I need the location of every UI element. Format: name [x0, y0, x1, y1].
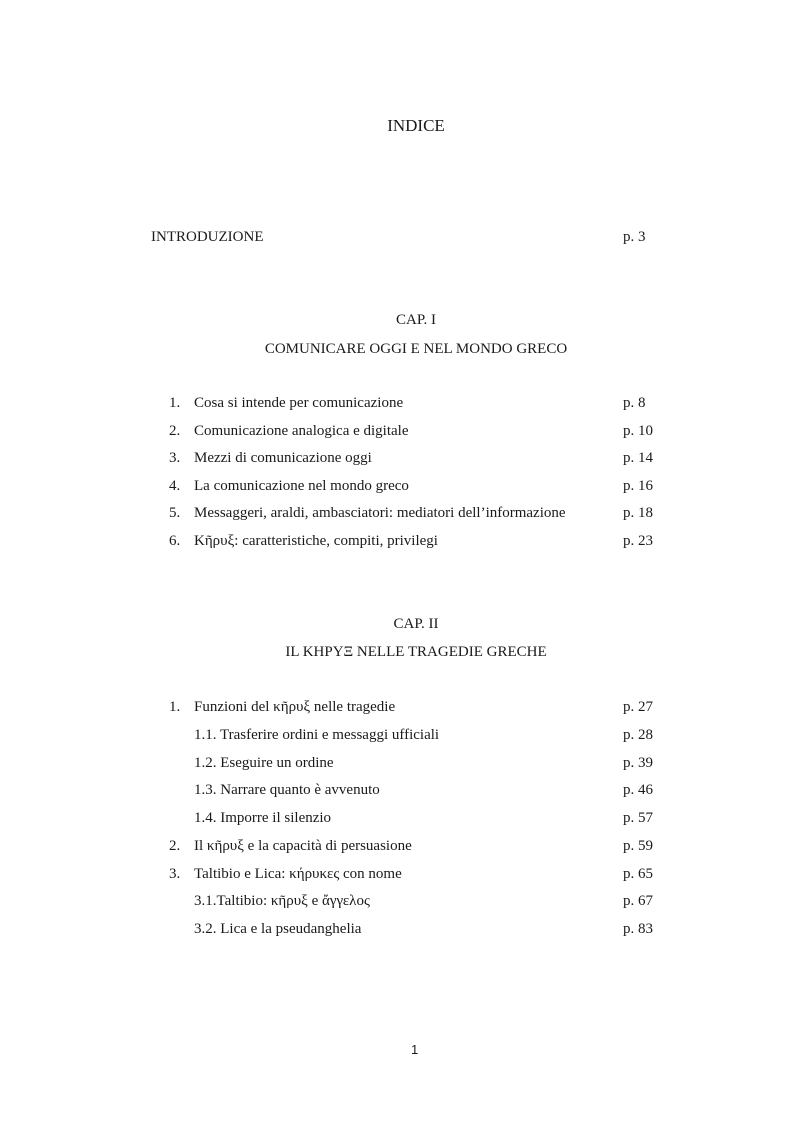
- toc-entry-text: 1.4. Imporre il silenzio: [194, 810, 332, 826]
- toc-subentry[interactable]: [0, 921, 794, 941]
- toc-entry[interactable]: [0, 450, 794, 470]
- toc-subentry[interactable]: [0, 755, 794, 775]
- toc-subentry[interactable]: [0, 810, 794, 830]
- toc-entry-text: 1.3. Narrare quanto è avvenuto: [194, 782, 380, 798]
- toc-entry-page: p. 27: [623, 699, 653, 715]
- toc-entry-number: 2.: [169, 838, 181, 854]
- toc-entry-number: 1.: [169, 699, 181, 715]
- toc-entry-page: p. 46: [623, 782, 653, 798]
- toc-entry-text: Comunicazione analogica e digitale: [194, 423, 409, 439]
- toc-entry-number: 3.: [169, 866, 181, 882]
- toc-entry[interactable]: [0, 478, 794, 498]
- toc-entry[interactable]: [0, 423, 794, 443]
- chapter-1-label: CAP. I: [395, 312, 436, 328]
- toc-entry-text: Taltibio e Lica: κήρυκες con nome: [194, 866, 402, 882]
- toc-subentry[interactable]: [0, 782, 794, 802]
- toc-entry-text: 1.1. Trasferire ordini e messaggi ufficiali: [194, 727, 440, 743]
- toc-subentry[interactable]: [0, 727, 794, 747]
- toc-entry-page: p. 67: [623, 893, 653, 909]
- chapter-2-title: IL ΚΗΡΥΞ NELLE TRAGEDIE GRECHE: [285, 644, 547, 660]
- toc-entry-page: p. 23: [623, 533, 653, 549]
- toc-subentry[interactable]: [0, 893, 794, 913]
- toc-entry-text: Cosa si intende per comunicazione: [194, 395, 404, 411]
- toc-entry-text: 3.2. Lica e la pseudanghelia: [194, 921, 362, 937]
- toc-entry-page: p. 65: [623, 866, 653, 882]
- toc-entry[interactable]: [0, 395, 794, 415]
- toc-entry-page: p. 16: [623, 478, 653, 494]
- toc-entry-text: Κῆρυξ: caratteristiche, compiti, privilegi: [194, 533, 438, 549]
- toc-entry-text: 3.1.Taltibio: κῆρυξ e ἄγγελος: [194, 893, 370, 909]
- toc-entry-page: p. 57: [623, 810, 653, 826]
- toc-entry[interactable]: [0, 505, 794, 525]
- toc-entry-number: 4.: [169, 478, 181, 494]
- intro-page: p. 3: [623, 229, 646, 245]
- toc-entry-text: Funzioni del κῆρυξ nelle tragedie: [194, 699, 396, 715]
- toc-entry-text: Messaggeri, araldi, ambasciatori: mediatori dell’informazione: [194, 505, 566, 521]
- toc-entry-page: p. 14: [623, 450, 653, 466]
- toc-entry-page: p. 83: [623, 921, 653, 937]
- toc-entry-text: 1.2. Eseguire un ordine: [194, 755, 334, 771]
- intro-entry[interactable]: [0, 229, 794, 249]
- toc-entry-page: p. 28: [623, 727, 653, 743]
- chapter-1-title: COMUNICARE OGGI E NEL MONDO GRECO: [264, 341, 568, 357]
- intro-label: INTRODUZIONE: [151, 229, 264, 245]
- toc-entry-number: 2.: [169, 423, 181, 439]
- toc-entry-page: p. 39: [623, 755, 653, 771]
- toc-entry-text: Mezzi di comunicazione oggi: [194, 450, 372, 466]
- toc-entry-number: 1.: [169, 395, 181, 411]
- page-title: INDICE: [387, 116, 445, 135]
- toc-entry-page: p. 18: [623, 505, 653, 521]
- toc-entry-number: 5.: [169, 505, 181, 521]
- toc-entry[interactable]: [0, 866, 794, 886]
- toc-entry-text: La comunicazione nel mondo greco: [194, 478, 409, 494]
- toc-entry[interactable]: [0, 838, 794, 858]
- page-number: 1: [411, 1042, 419, 1057]
- toc-entry[interactable]: [0, 699, 794, 719]
- toc-entry-page: p. 8: [623, 395, 646, 411]
- toc-entry-page: p. 10: [623, 423, 653, 439]
- toc-entry[interactable]: [0, 533, 794, 553]
- chapter-2-label: CAP. II: [393, 616, 439, 632]
- toc-entry-page: p. 59: [623, 838, 653, 854]
- toc-entry-text: Il κῆρυξ e la capacità di persuasione: [194, 838, 412, 854]
- toc-entry-number: 6.: [169, 533, 181, 549]
- toc-entry-number: 3.: [169, 450, 181, 466]
